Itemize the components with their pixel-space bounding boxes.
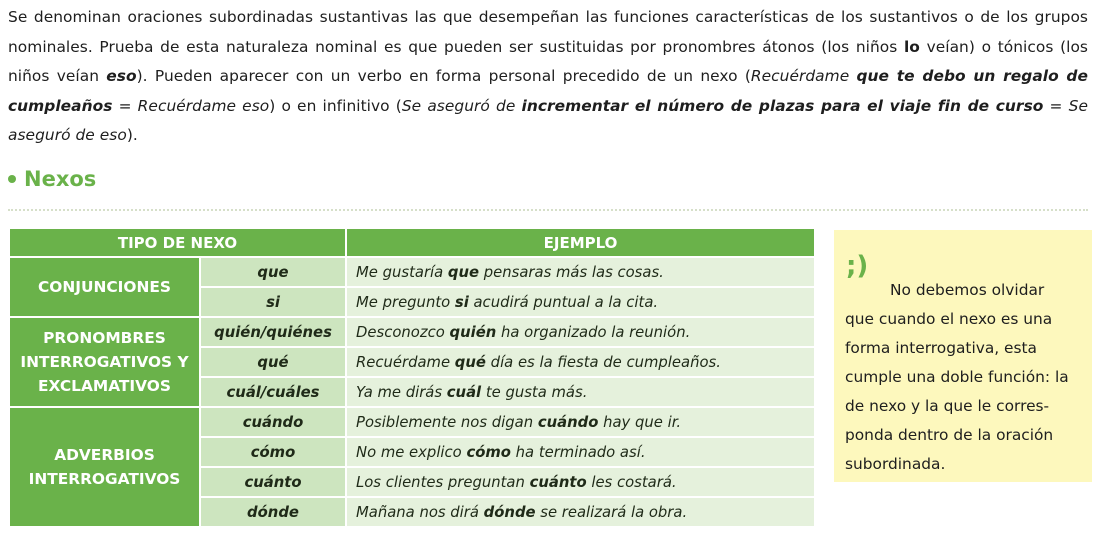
- example-nexo-bold: quién: [449, 323, 497, 341]
- intro-bold: incrementar el número de plazas para el viaje fin de curso: [521, 96, 1044, 115]
- example-text: Me pregunto: [356, 293, 455, 311]
- example-cell: [346, 347, 815, 377]
- category-cell: PRONOMBRES INTERROGATIVOS Y EXCLAMATIVOS: [9, 317, 200, 407]
- nexo-cell: cuál/cuáles: [200, 377, 346, 407]
- example-nexo-bold: qué: [454, 353, 486, 371]
- example-text: Mañana nos dirá: [356, 503, 484, 521]
- intro-text: Se denominan oraciones subordinadas sustantivas las que desempeñan las funciones características de los sustantivos o de los grupos nominales. Prueba de esta naturaleza nominal es que pueden ser sustituidas por pronombres átonos (los niños: [8, 8, 1088, 56]
- example-text: hay que ir.: [598, 413, 682, 431]
- nexo-cell: si: [200, 287, 346, 317]
- example-text: acudirá puntual a la cita.: [468, 293, 659, 311]
- header-ejemplo: EJEMPLO: [346, 228, 815, 257]
- nexo-cell: qué: [200, 347, 346, 377]
- header-tipo-de-nexo: TIPO DE NEXO: [9, 228, 346, 257]
- example-nexo-bold: que: [447, 263, 480, 281]
- nexo-cell: quién/quiénes: [200, 317, 346, 347]
- example-text: pensaras más las cosas.: [479, 263, 664, 281]
- nexo-cell: que: [200, 257, 346, 287]
- example-nexo-bold: cómo: [466, 443, 511, 461]
- wink-smiley-icon: ;): [846, 251, 869, 281]
- table-row: [9, 317, 815, 347]
- example-text: Me gustaría: [356, 263, 448, 281]
- category-cell: ADVERBIOS INTERROGATIVOS: [9, 407, 200, 527]
- intro-italic: = Recuérdame eso: [112, 96, 270, 115]
- nexo-cell: cuándo: [200, 407, 346, 437]
- nexo-cell: cómo: [200, 437, 346, 467]
- example-text: ha terminado así.: [510, 443, 646, 461]
- example-text: ha organizado la reunión.: [496, 323, 691, 341]
- example-text: Recuérdame: [356, 353, 455, 371]
- intro-italic: = Se aseguró de eso: [8, 96, 1088, 144]
- example-cell: [346, 497, 815, 527]
- example-text: No me explico: [356, 443, 467, 461]
- intro-text: veían) o tónicos (los niños veían: [8, 37, 1088, 85]
- intro-italic: Recuérdame: [750, 67, 857, 85]
- intro-bold: que te debo un regalo de cumpleaños: [8, 67, 1088, 115]
- category-cell: CONJUNCIONES: [9, 257, 200, 317]
- table-header-row: [9, 228, 815, 257]
- dotted-divider: [8, 209, 1088, 211]
- example-cell: [346, 437, 815, 467]
- example-text: Ya me dirás: [356, 383, 447, 401]
- example-text: Posiblemente nos digan: [356, 413, 538, 431]
- example-cell: [346, 287, 815, 317]
- example-cell: [346, 257, 815, 287]
- example-cell: [346, 317, 815, 347]
- intro-text: ). Pueden aparecer con un verbo en forma personal precedido de un nexo (: [136, 67, 751, 85]
- intro-text: ) o en infinitivo (: [269, 96, 402, 115]
- table-row: [9, 407, 815, 437]
- nexos-table: [8, 227, 816, 528]
- example-cell: [346, 377, 815, 407]
- example-text: día es la fiesta de cumpleaños.: [485, 353, 721, 371]
- section-title: Nexos: [24, 167, 97, 191]
- bullet-icon: [8, 175, 16, 183]
- example-cell: [346, 467, 815, 497]
- note-box: [834, 230, 1092, 482]
- intro-bold: eso: [106, 67, 137, 85]
- table-row: [9, 257, 815, 287]
- example-nexo-bold: cuál: [446, 383, 482, 401]
- note-text: [845, 276, 1092, 479]
- example-text: te gusta más.: [481, 383, 588, 401]
- note-body: que cuando el nexo es una forma interrogativa, esta cumple una doble función: la de nexo y la que le corres-ponda dentro de la oración subordinada.: [845, 310, 1069, 473]
- example-text: Los clientes preguntan: [356, 473, 530, 491]
- intro-italic: Se aseguró de: [401, 96, 522, 115]
- intro-text: ).: [126, 126, 138, 144]
- nexo-cell: cuánto: [200, 467, 346, 497]
- example-text: les costará.: [586, 473, 677, 491]
- example-nexo-bold: cuándo: [537, 413, 599, 431]
- example-nexo-bold: cuánto: [529, 473, 587, 491]
- intro-paragraph: [8, 3, 1088, 151]
- intro-bold: lo: [903, 37, 920, 56]
- note-line-1: No debemos olvidar: [890, 281, 1045, 299]
- example-cell: [346, 407, 815, 437]
- example-nexo-bold: si: [454, 293, 469, 311]
- example-text: se realizará la obra.: [535, 503, 688, 521]
- example-nexo-bold: dónde: [483, 503, 536, 521]
- section-heading: [8, 164, 96, 194]
- example-text: Desconozco: [356, 323, 450, 341]
- nexo-cell: dónde: [200, 497, 346, 527]
